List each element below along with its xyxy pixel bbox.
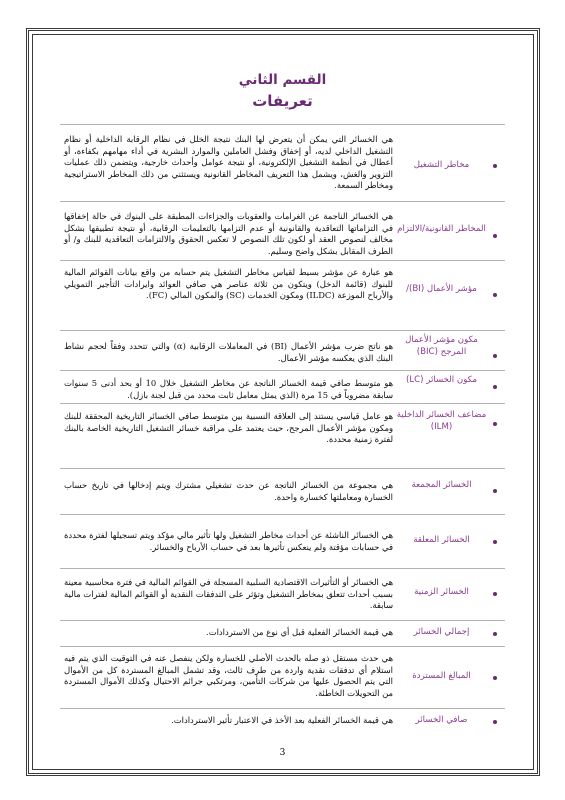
divider [60, 330, 505, 331]
divider [60, 708, 505, 709]
term-gross-losses: إجمالي الخسائر [413, 627, 470, 637]
term-bic: مكون مؤشر الأعمال المرجح (BIC) [405, 335, 478, 357]
bullet-icon [493, 354, 497, 358]
term-ilm: مضاعف الخسائر الداخلية (ILM) [396, 410, 487, 432]
divider [60, 124, 505, 125]
divider [60, 468, 505, 469]
definition-pending-losses: هي الخسائر الناشئة عن أحداث مخاطر التشغيل ولها تأثير مالي مؤكد ويتم تسجيلها لفترة محددة في حسابات مؤقتة ولم ينعكس تأثيرها بعد في حساب الأرباح والخسائر. [64, 530, 393, 552]
definition-timing-losses: هي الخسائر أو التأثيرات الاقتصادية السلبية المسجلة في القوائم المالية في فترة محاسبية معينة بسبب أحداث تتعلق بمخاطر التشغيل وتؤثر على التدفقات النقدية أو القوائم المالية لفترات مالية سابقة. [64, 577, 393, 611]
definition-operational-risk: هي الخسائر التي يمكن أن يتعرض لها البنك نتيجة الخلل في نظام الرقابة الداخلية أو نظام التشغيل الداخلي لديه، أو إخفاق وفشل العاملين والموارد البشرية في أداء مهامهم بكفاءة، أو أعطال في أنظمة التشغيل الإلكترونية، أو نتيجة عوامل وأحداث خارجية، ويتضمن ذلك عمليات التزوير والغش، ويشمل هذا التعريف المخاطر القانونية ويستثني من ذلك المخاطر الاستراتيجية ومخاطر السمعة. [64, 134, 393, 191]
term-operational-risk: مخاطر التشغيل [413, 160, 470, 170]
term-legal-risk: المخاطر القانونية/الالتزام [397, 224, 486, 234]
section-title: القسم الثاني [238, 72, 327, 88]
divider [60, 370, 505, 371]
section-subtitle: تعريفات [252, 92, 313, 110]
definition-net-losses: هي قيمة الخسائر الفعلية بعد الأخذ في الاعتبار تأثير الاستردادات. [171, 715, 393, 725]
term-aggregated-losses: الخسائر المجمعة [411, 480, 472, 490]
definition-loss-component: هو متوسط صافي قيمة الخسائر الناتجة عن مخاطر التشغيل خلال 10 أو بحد أدنى 5 سنوات سابقة مضروباً في 15 مرة (الذي يمثل معامل ثابت محدد من قبل لجنة بازل). [64, 378, 393, 400]
bullet-icon [493, 293, 497, 297]
bullet-icon [493, 385, 497, 389]
bullet-icon [493, 592, 497, 596]
term-loss-component: مكون الخسائر (LC) [405, 375, 478, 385]
divider [60, 260, 505, 261]
divider [60, 201, 505, 202]
bullet-icon [493, 676, 497, 680]
divider [60, 620, 505, 621]
bullet-icon [493, 632, 497, 636]
bullet-icon [493, 540, 497, 544]
definition-recoveries: هي حدث مستقل ذو صله بالحدث الأصلي للخسارة ولكن ينفصل عنه في التوقيت الذي يتم فيه استلام أي تدفقات نقدية واردة من طرف ثالث، وقد تشمل المبالغ المستردة كل من الأموال التي يتم الحصول عليها من شركات التأمين، ومرتكبي جرائم الاحتيال وكذلك الأموال المستردة من التحويلات الخاطئة. [64, 653, 393, 698]
bullet-icon [493, 234, 497, 238]
definition-aggregated-losses: هي مجموعة من الخسائر الناتجة عن حدث تشغيلي مشترك ويتم إدخالها في تاريخ حساب الخسارة ومعاملتها كخسارة واحدة. [64, 480, 393, 502]
term-recoveries: المبالغ المستردة [412, 671, 471, 681]
term-net-losses: صافي الخسائر [415, 715, 468, 725]
definition-legal-risk: هي الخسائر الناجمة عن الغرامات والعقوبات والجزاءات المطبقة على البنوك في حالة إخفاقها في التزاماتها التعاقدية والقانونية أو عدم التزامها بالتعليمات الرقابية، أو نتيجة تطبيقها بشكل مخالف لنصوص العقد أو لكون تلك النصوص لا تعكس الحقوق والالتزامات التعاقدية للبنك و/ أو الطرف المقابل بشكل واضح وسليم. [64, 211, 393, 256]
divider [60, 403, 505, 404]
bullet-icon [493, 422, 497, 426]
definition-gross-losses: هي قيمة الخسائر الفعلية قبل أي نوع من الاستردادات. [206, 627, 393, 637]
divider [60, 514, 505, 515]
page-number: 3 [279, 748, 286, 758]
term-business-indicator: مؤشر الأعمال (BI)/ [406, 284, 477, 294]
divider [60, 568, 505, 569]
bullet-icon [493, 164, 497, 168]
definition-bic: هو ناتج ضرب مؤشر الأعمال (BI) في المعاملات الرقابية (α) والتي تتحدد وفقاً لحجم نشاط البنك الذي يعكسه مؤشر الأعمال. [64, 341, 393, 363]
definition-ilm: هو عامل قياسي يستند إلى العلاقة النسبية بين متوسط صافي الخسائر التاريخية المحققة للبنك ومكون مؤشر الأعمال المرجح، حيث يعتمد على مراقبة خسائر التشغيل التاريخية الخاصة بالبنك لفترة زمنية محددة. [64, 411, 393, 445]
bullet-icon [493, 720, 497, 724]
definition-business-indicator: هو عبارة عن مؤشر بسيط لقياس مخاطر التشغيل يتم حسابه من واقع بيانات القوائم المالية للبنوك (قائمة الدخل) ويتكون من ثلاثة عناصر هي صافي العوائد وايرادات التأجير التمويلي والأرباح الموزعة (ILDC) ومكون الخدمات (SC) والمكون المالي (FC). [64, 267, 393, 301]
term-timing-losses: الخسائر الزمنية [414, 587, 469, 597]
term-pending-losses: الخسائر المعلقة [413, 535, 470, 545]
divider [60, 646, 505, 647]
bullet-icon [493, 489, 497, 493]
